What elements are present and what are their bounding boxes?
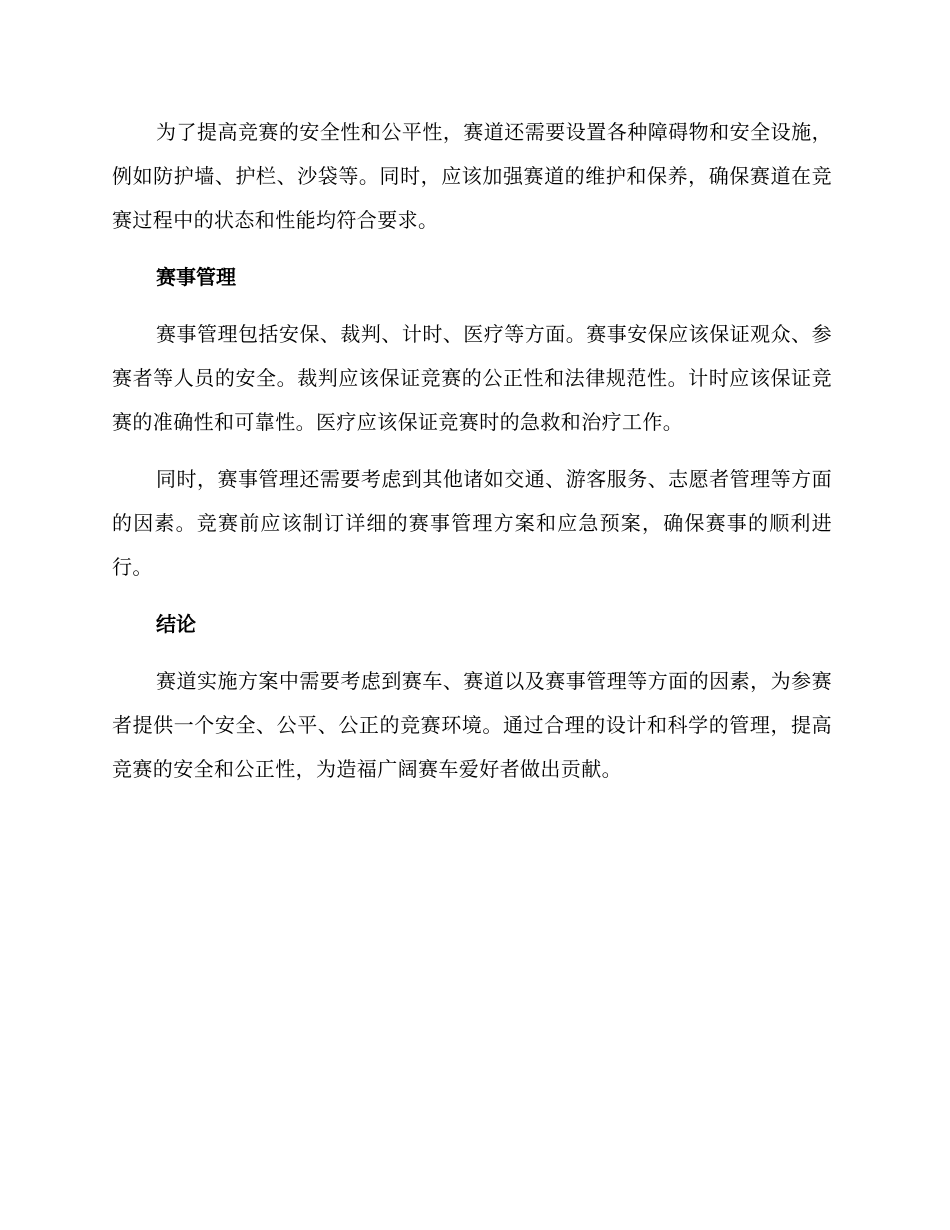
paragraph-track-safety: 为了提高竞赛的安全性和公平性，赛道还需要设置各种障碍物和安全设施，例如防护墙、护栏、沙袋等。同时，应该加强赛道的维护和保养，确保赛道在竞赛过程中的状态和性能均符合要求。 [112,120,832,232]
document-body [112,110,832,804]
paragraph-event-management-other: 同时，赛事管理还需要考虑到其他诸如交通、游客服务、志愿者管理等方面的因素。竞赛前应该制订详细的赛事管理方案和应急预案，确保赛事的顺利进行。 [112,467,832,579]
section-heading-event-management: 赛事管理 [156,265,236,289]
paragraph-conclusion: 赛道实施方案中需要考虑到赛车、赛道以及赛事管理等方面的因素，为参赛者提供一个安全、公平、公正的竞赛环境。通过合理的设计和科学的管理，提高竞赛的安全和公正性，为造福广阔赛车爱好者做出贡献。 [112,669,832,781]
paragraph-event-management-intro: 赛事管理包括安保、裁判、计时、医疗等方面。赛事安保应该保证观众、参赛者等人员的安全。裁判应该保证竞赛的公正性和法律规范性。计时应该保证竞赛的准确性和可靠性。医疗应该保证竞赛时的急救和治疗工作。 [112,322,832,434]
section-heading-conclusion: 结论 [156,612,196,636]
